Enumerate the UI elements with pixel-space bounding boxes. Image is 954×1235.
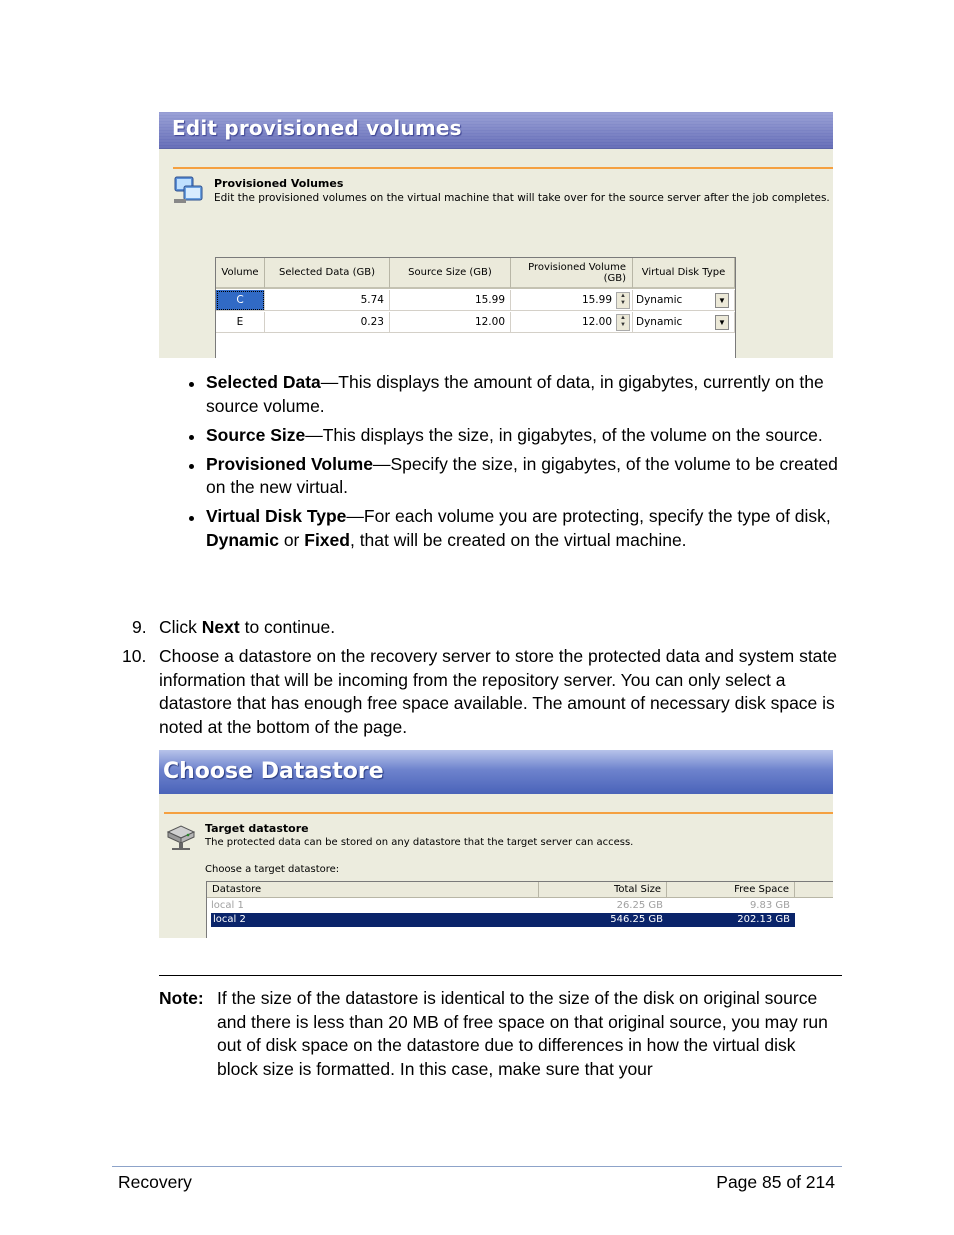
step-text: Choose a datastore on the recovery server to store the protected data and system state information that will be incoming from the repository server. You can only select a datastore that has enough free space available. The amount of necessary disk space is noted at the bottom of the page. <box>159 646 838 737</box>
datastore-icon <box>164 822 198 852</box>
chevron-down-icon[interactable]: ▼ <box>715 315 729 330</box>
step-number: 10. <box>122 646 147 666</box>
footer-section: Recovery <box>118 1172 192 1192</box>
spinner-arrows-icon[interactable]: ▲ ▼ <box>616 314 630 331</box>
datastore-free-space: 202.13 GB <box>737 914 790 925</box>
datastore-total-size: 546.25 GB <box>610 914 663 925</box>
datastore-row-local-1[interactable] <box>211 899 795 913</box>
datastore-name: local 1 <box>211 900 244 911</box>
column-header-selected-data[interactable]: Selected Data (GB) <box>265 258 390 289</box>
section-title: Target datastore <box>205 822 309 835</box>
datastore-name: local 2 <box>213 914 246 925</box>
cell-selected-data: 0.23 <box>265 312 390 333</box>
spinner-arrows-icon[interactable]: ▲ ▼ <box>616 292 630 309</box>
datastore-free-space: 9.83 GB <box>749 900 790 911</box>
wizard-banner <box>159 750 833 794</box>
orange-divider <box>173 167 833 169</box>
provisioned-volume-input[interactable]: 15.99 <box>511 290 633 311</box>
list-item: Selected Data—This displays the amount of data, in gigabytes, currently on the source volume. <box>206 371 840 418</box>
step-text: Click Next to continue. <box>159 617 336 637</box>
wizard-title: Choose Datastore <box>163 759 384 784</box>
provisioned-volumes-grid[interactable] <box>215 257 736 358</box>
column-header-datastore[interactable]: Datastore <box>207 882 539 898</box>
section-description: The protected data can be stored on any datastore that the target server can access. <box>205 837 634 848</box>
datastore-total-size: 26.25 GB <box>616 900 663 911</box>
column-header-volume[interactable]: Volume <box>216 258 265 289</box>
wizard-title: Edit provisioned volumes <box>172 116 462 140</box>
chevron-down-icon[interactable]: ▼ <box>715 293 729 308</box>
list-item: Source Size—This displays the size, in gigabytes, of the volume on the source. <box>206 424 840 448</box>
cell-source-size: 12.00 <box>390 312 511 333</box>
provisioned-volume-input[interactable]: 12.00 <box>511 312 633 333</box>
note-text: If the size of the datastore is identical to the size of the disk on original source and there is less than 20 MB of free space on that original source, you may run out of disk space on the datastore due to differences in how the virtual disk block size is formatted. In this case, make sure that your <box>217 988 828 1079</box>
section-description: Edit the provisioned volumes on the virtual machine that will take over for the source server after the job completes. <box>214 192 830 204</box>
field-descriptions-list <box>206 371 840 558</box>
note-divider <box>159 975 842 976</box>
column-header-virtual-disk-type[interactable]: Virtual Disk Type <box>633 258 735 289</box>
cell-volume[interactable]: E <box>216 312 265 333</box>
list-item: Virtual Disk Type—For each volume you are protecting, specify the type of disk, Dynamic or Fixed, that will be created on the virtual machine. <box>206 505 840 552</box>
edit-provisioned-volumes-screenshot <box>159 112 833 358</box>
cell-source-size: 15.99 <box>390 290 511 311</box>
datastore-list[interactable] <box>206 881 833 938</box>
datastore-row-local-2-selected[interactable] <box>211 913 795 927</box>
choose-datastore-screenshot <box>159 750 833 938</box>
section-title: Provisioned Volumes <box>214 177 344 190</box>
column-header-source-size[interactable]: Source Size (GB) <box>390 258 511 289</box>
column-header-free-space[interactable]: Free Space <box>667 882 795 898</box>
virtual-disk-type-select[interactable]: Dynamic <box>633 312 735 333</box>
column-header-provisioned-volume[interactable]: Provisioned Volume (GB) <box>511 258 633 289</box>
choose-datastore-label: Choose a target datastore: <box>205 864 340 875</box>
virtual-disk-type-select[interactable]: Dynamic <box>633 290 735 311</box>
step-number: 9. <box>132 617 147 637</box>
note-label: Note: <box>159 988 204 1008</box>
cell-volume[interactable]: C <box>216 290 265 311</box>
computers-icon <box>172 173 206 207</box>
footer-divider <box>112 1166 842 1167</box>
list-item: Provisioned Volume—Specify the size, in gigabytes, of the volume to be created on the new virtual. <box>206 453 840 500</box>
page-number: Page 85 of 214 <box>716 1172 835 1192</box>
column-header-total-size[interactable]: Total Size <box>539 882 667 898</box>
wizard-banner <box>159 112 833 149</box>
column-header-empty <box>795 882 833 898</box>
orange-divider <box>164 812 833 814</box>
cell-selected-data: 5.74 <box>265 290 390 311</box>
